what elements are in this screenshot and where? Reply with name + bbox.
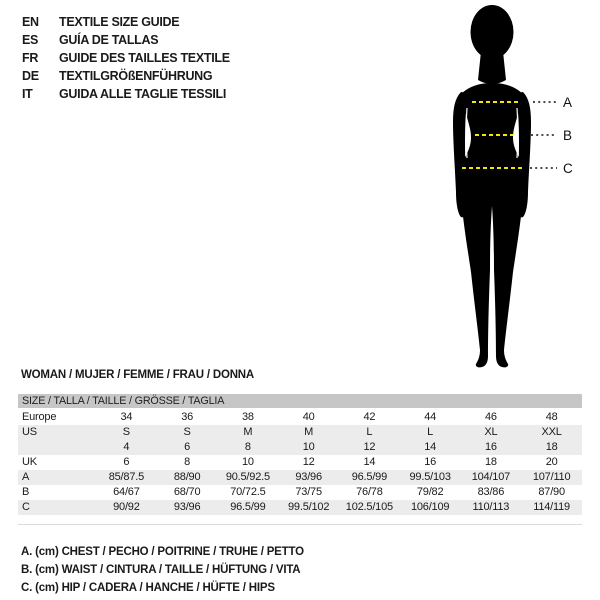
table-cell: 96.5/99 bbox=[351, 471, 388, 483]
table-cell: XXL bbox=[541, 426, 562, 438]
table-cell: 40 bbox=[302, 411, 315, 423]
row-label: US bbox=[22, 426, 37, 438]
row-label: B bbox=[22, 486, 30, 498]
table-cell: 114/119 bbox=[533, 501, 570, 513]
table-cell: 93/96 bbox=[173, 501, 201, 513]
language-row bbox=[22, 49, 230, 67]
language-code: ES bbox=[22, 33, 39, 47]
row-label bbox=[18, 440, 96, 455]
table-row bbox=[18, 500, 582, 515]
table-cell: 18 bbox=[545, 441, 558, 453]
size-table-header: SIZE / TALLA / TAILLE / GRÖSSE / TAGLIA bbox=[18, 394, 582, 408]
table-row bbox=[18, 455, 582, 470]
table-cell: 70/72.5 bbox=[230, 486, 266, 498]
legend-row: A. (cm) CHEST / PECHO / POITRINE / TRUHE / PETTO bbox=[21, 546, 304, 558]
table-cell: 34 bbox=[120, 411, 133, 423]
language-label: GUIDA ALLE TAGLIE TESSILI bbox=[59, 87, 227, 101]
table-cell: 73/75 bbox=[295, 486, 322, 498]
table-cell: 88/90 bbox=[173, 471, 201, 483]
language-label: GUIDE DES TAILLES TEXTILE bbox=[59, 51, 230, 65]
language-code: DE bbox=[22, 69, 39, 83]
table-cell: 93/96 bbox=[295, 471, 322, 483]
measure-label-a: A bbox=[563, 95, 573, 110]
table-cell: 68/70 bbox=[173, 486, 201, 498]
table-cell: 20 bbox=[545, 456, 558, 468]
table-cell: L bbox=[427, 426, 434, 438]
table-cell: 42 bbox=[363, 411, 376, 423]
table-row bbox=[18, 470, 582, 485]
language-list bbox=[22, 13, 230, 103]
table-cell: S bbox=[183, 426, 191, 438]
row-label: A bbox=[22, 471, 30, 483]
language-row bbox=[22, 85, 230, 103]
table-cell: 12 bbox=[302, 456, 315, 468]
table-cell: 76/78 bbox=[356, 486, 383, 498]
table-cell: L bbox=[366, 426, 373, 438]
table-cell: 107/110 bbox=[532, 471, 571, 483]
table-cell: 64/67 bbox=[113, 486, 140, 498]
size-table bbox=[18, 394, 582, 515]
table-cell: XL bbox=[484, 426, 498, 438]
table-cell: 16 bbox=[424, 456, 437, 468]
measure-label-c: C bbox=[563, 161, 573, 176]
table-cell: 6 bbox=[184, 441, 191, 453]
table-cell: 90/92 bbox=[113, 501, 140, 513]
language-label: GUÍA DE TALLAS bbox=[59, 33, 159, 47]
legend-row: C. (cm) HIP / CADERA / HANCHE / HÜFTE / HIPS bbox=[21, 582, 275, 594]
table-cell: 110/113 bbox=[472, 501, 510, 513]
table-cell: 96.5/99 bbox=[230, 501, 266, 513]
woman-silhouette bbox=[453, 5, 531, 367]
table-cell: 12 bbox=[363, 441, 376, 453]
table-cell: 10 bbox=[241, 456, 254, 468]
legend-row: B. (cm) WAIST / CINTURA / TAILLE / HÜFTUNG / VITA bbox=[21, 564, 301, 576]
table-cell: 99.5/103 bbox=[409, 471, 451, 483]
table-cell: 104/107 bbox=[471, 471, 511, 483]
language-label: TEXTILE SIZE GUIDE bbox=[59, 15, 180, 29]
left-arm bbox=[453, 92, 468, 217]
section-heading: WOMAN / MUJER / FEMME / FRAU / DONNA bbox=[21, 369, 255, 381]
measurement-legend bbox=[21, 543, 304, 597]
table-cell: 87/90 bbox=[538, 486, 565, 498]
table-row bbox=[18, 485, 582, 500]
table-cell: 99.5/102 bbox=[288, 501, 330, 513]
table-cell: 36 bbox=[181, 411, 194, 423]
table-cell: 48 bbox=[545, 411, 558, 423]
table-cell: M bbox=[243, 426, 253, 438]
table-cell: 6 bbox=[123, 456, 130, 468]
table-cell: 79/82 bbox=[416, 486, 444, 498]
table-underline bbox=[18, 524, 582, 525]
language-code: FR bbox=[22, 51, 39, 65]
table-cell: 8 bbox=[244, 441, 251, 453]
table-cell: 90.5/92.5 bbox=[225, 471, 270, 483]
language-row bbox=[22, 67, 230, 85]
right-arm bbox=[516, 92, 531, 217]
size-table-body bbox=[18, 410, 582, 515]
table-cell: 106/109 bbox=[410, 501, 450, 513]
language-row bbox=[22, 13, 230, 31]
row-label: UK bbox=[22, 456, 37, 468]
table-cell: 16 bbox=[484, 441, 497, 453]
table-cell: 4 bbox=[123, 441, 130, 453]
language-row bbox=[22, 31, 230, 49]
connector-lines bbox=[530, 102, 557, 168]
table-cell: M bbox=[304, 426, 314, 438]
table-cell: 14 bbox=[424, 441, 437, 453]
table-cell: 44 bbox=[424, 411, 437, 423]
table-row bbox=[18, 410, 582, 425]
table-cell: 85/87.5 bbox=[108, 471, 145, 483]
table-row bbox=[18, 425, 582, 440]
table-cell: 83/86 bbox=[477, 486, 505, 498]
table-cell: 14 bbox=[363, 456, 376, 468]
measure-label-b: B bbox=[563, 128, 573, 143]
language-code: IT bbox=[22, 87, 33, 101]
table-row bbox=[18, 440, 582, 455]
table-cell: 8 bbox=[184, 456, 191, 468]
table-cell: S bbox=[122, 426, 130, 438]
woman-silhouette-figure bbox=[420, 0, 600, 375]
table-cell: 102.5/105 bbox=[345, 501, 393, 513]
table-cell: 18 bbox=[484, 456, 497, 468]
table-cell: 10 bbox=[302, 441, 315, 453]
table-cell: 46 bbox=[484, 411, 497, 423]
language-code: EN bbox=[22, 15, 39, 29]
language-label: TEXTILGRÖßENFÜHRUNG bbox=[59, 69, 213, 83]
row-label: Europe bbox=[22, 411, 57, 423]
table-cell: 38 bbox=[241, 411, 254, 423]
row-label: C bbox=[22, 501, 30, 513]
